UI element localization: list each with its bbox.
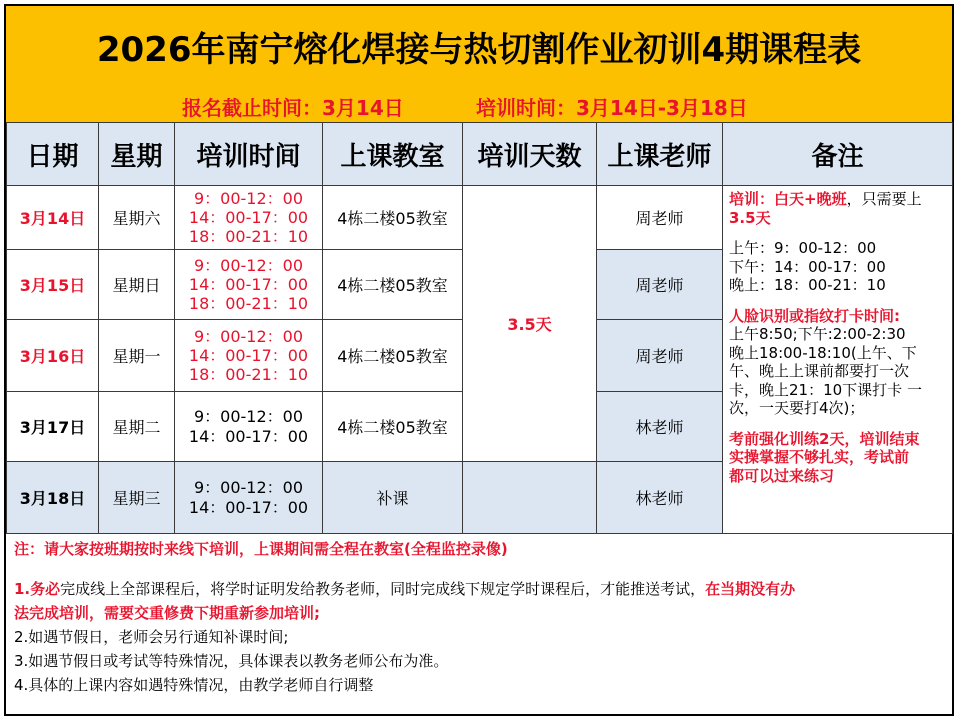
- column-header-date: 日期: [7, 123, 99, 186]
- remarks-schedule-line: 上午：9：00-12：00: [729, 239, 877, 257]
- time-slot: 9：00-12：00: [193, 327, 304, 346]
- remarks-checkin-line: 卡，晚上21：10下课打卡 一: [729, 380, 922, 399]
- remarks-training-mode: 培训：白天+晚班，只需要上: [729, 190, 922, 208]
- training-period: 培训时间：3月14日-3月18日: [476, 96, 748, 120]
- row-room: 4栋二楼05教室: [323, 186, 463, 250]
- column-header-teacher: 上课老师: [597, 123, 723, 186]
- row-teacher: 周老师: [597, 320, 723, 392]
- remarks-schedule-line: 下午：14：00-17：00: [729, 257, 886, 276]
- time-slot: 9：00-12：00: [193, 256, 304, 275]
- row-weekday: 星期日: [99, 250, 175, 320]
- remarks-exam-line: 实操掌握不够扎实，考试前: [729, 448, 910, 466]
- title-banner: [6, 6, 952, 123]
- time-slot: 18：00-21：10: [188, 294, 309, 313]
- row-room: 补课: [323, 462, 463, 534]
- time-slot: 14：00-17：00: [188, 275, 309, 294]
- remarks-checkin-title: 人脸识别或指纹打卡时间:: [729, 306, 900, 325]
- footer-item-4: 4.具体的上课内容如遇特殊情况，由教学老师自行调整: [14, 676, 374, 694]
- remarks-schedule-line: 晚上：18：00-21：10: [729, 276, 886, 294]
- remarks-cell: [723, 186, 953, 534]
- footer-item-1-cont: 法完成培训，需要交重修费下期重新参加培训;: [14, 604, 321, 622]
- training-days: 3.5天: [463, 186, 597, 462]
- footer-item-1: 1.务必完成线上全部课程后，将学时证明发给教务老师，同时完成线下规定学时课程后，才能推送考试，在当期没有办: [14, 580, 796, 598]
- row-weekday: 星期一: [99, 320, 175, 392]
- table-row: [7, 186, 953, 250]
- remarks-exam-line: 都可以过来练习: [729, 466, 835, 485]
- column-header-remarks: 备注: [723, 123, 953, 186]
- time-slot: 9：00-12：00: [193, 477, 304, 497]
- row-times: [175, 320, 323, 392]
- row-teacher: 周老师: [597, 250, 723, 320]
- page-title: 2026年南宁熔化焊接与热切割作业初训4期课程表: [96, 30, 862, 70]
- row-teacher: 林老师: [597, 462, 723, 534]
- time-slot: 14：00-17：00: [188, 346, 309, 365]
- remarks-checkin-line: 晚上18:00-18:10(上午、下: [729, 343, 917, 362]
- remarks-exam-line: 考前强化训练2天，培训结束: [729, 429, 920, 448]
- column-header-days: 培训天数: [463, 123, 597, 186]
- row-teacher: 周老师: [597, 186, 723, 250]
- remarks-checkin-line: 午、晚上上课前都要打一次: [729, 362, 910, 380]
- time-slot: 14：00-17：00: [188, 497, 309, 517]
- footer-item-3: 3.如遇节假日或考试等特殊情况，具体课表以教务老师公布为准。: [14, 652, 449, 670]
- remarks-training-duration: 3.5天: [729, 208, 771, 227]
- row-room: 4栋二楼05教室: [323, 250, 463, 320]
- footer-notes: [6, 532, 952, 714]
- row-date: 3月16日: [7, 320, 99, 392]
- footer-note: 注：请大家按班期按时来线下培训，上课期间需全程在教室(全程监控录像): [14, 540, 508, 558]
- column-header-room: 上课教室: [323, 123, 463, 186]
- row-room: 4栋二楼05教室: [323, 392, 463, 462]
- column-header-weekday: 星期: [99, 123, 175, 186]
- remarks-checkin-line: 上午8:50;下午:2:00-2:30: [729, 325, 906, 343]
- column-header-time: 培训时间: [175, 123, 323, 186]
- remarks-checkin-line: 次，一天要打4次)；: [729, 399, 865, 417]
- row-times: [175, 462, 323, 534]
- schedule-table: [6, 122, 953, 534]
- time-slot: 18：00-21：10: [188, 227, 309, 246]
- time-slot: 14：00-17：00: [188, 208, 309, 227]
- row-date: 3月17日: [7, 392, 99, 462]
- time-slot: 18：00-21：10: [188, 365, 309, 384]
- row-times: [175, 392, 323, 462]
- table-header-row: [7, 123, 953, 186]
- time-slot: 9：00-12：00: [193, 406, 304, 426]
- row-weekday: 星期六: [99, 186, 175, 250]
- training-days-empty: [463, 462, 597, 534]
- row-weekday: 星期三: [99, 462, 175, 534]
- footer-item-2: 2.如遇节假日，老师会另行通知补课时间;: [14, 628, 289, 646]
- registration-deadline: 报名截止时间：3月14日: [182, 96, 404, 120]
- row-times: [175, 186, 323, 250]
- row-date: 3月18日: [7, 462, 99, 534]
- row-weekday: 星期二: [99, 392, 175, 462]
- time-slot: 14：00-17：00: [188, 426, 309, 446]
- row-date: 3月14日: [7, 186, 99, 250]
- time-slot: 9：00-12：00: [193, 189, 304, 208]
- row-teacher: 林老师: [597, 392, 723, 462]
- schedule-sheet: [4, 4, 954, 716]
- row-date: 3月15日: [7, 250, 99, 320]
- row-times: [175, 250, 323, 320]
- row-room: 4栋二楼05教室: [323, 320, 463, 392]
